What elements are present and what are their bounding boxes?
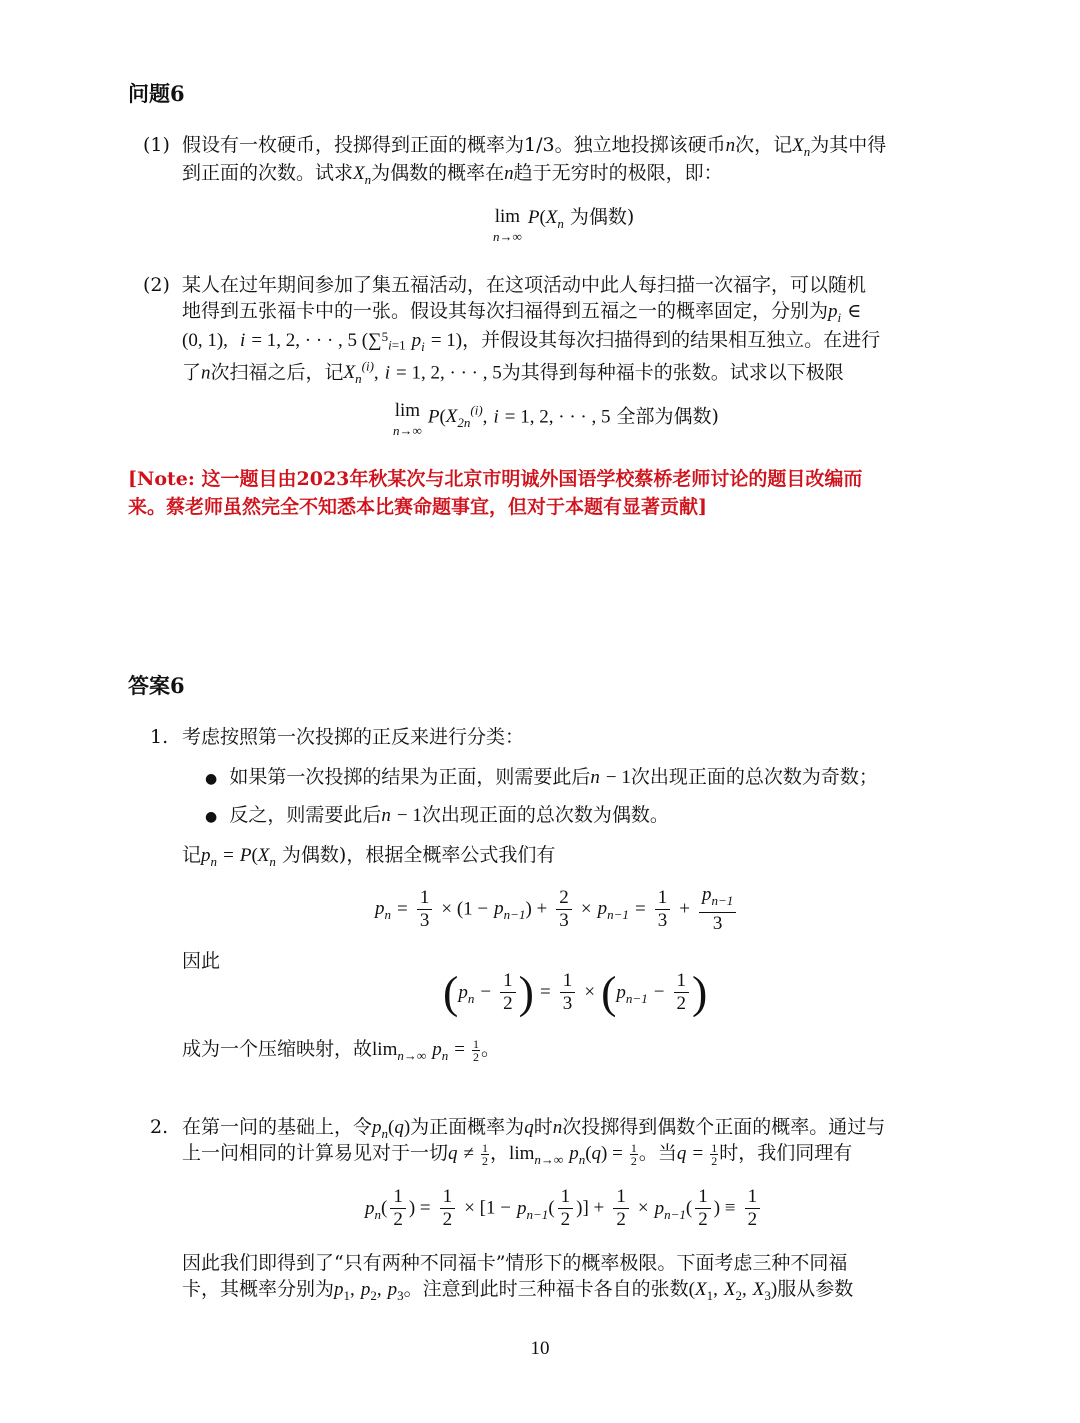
answer-item2-line4: 卡，其概率分别为$p_1$, $p_2$, $p_3$。注意到此时三种福卡各自的张数($X_1$, $X_2$, $X_3$)服从参数	[182, 1278, 854, 1303]
answer-item2-line3: 因此我们即得到了“只有两种不同福卡”情形下的概率极限。下面考虑三种不同福	[182, 1252, 848, 1274]
problem-part2-line3: (0, 1), i = 1, 2, · · · , 5 (∑$^5_{i=1}$ $p_i = 1$)，并假设其每次扫描得到的结果相互独立。在进行	[182, 329, 881, 354]
problem-part2-line4: 了n次扫福之后，记$X_n^{(i)}$, i = 1, 2, · · · , 5为其得到每种福卡的张数。试求以下极限	[182, 359, 844, 387]
page-number: 10	[530, 1338, 550, 1359]
answer-item2-formula: $p_n$( $\frac{1}{2}$ ) = $\frac{1}{2}$ × [$1 - p_{n-1}$( $\frac{1}{2}$ )] + $\frac{1}{2}$ × $p_{n-1}$( $\frac{1}{2}$ ) ≡ $\frac{1}{2}$	[365, 1186, 763, 1231]
problem-part2-number: (2)	[143, 274, 170, 296]
answer-item2-line1: 在第一问的基础上，令$p_n(q)$为正面概率为q时n次投掷得到偶数个正面的概率。通过与	[182, 1116, 886, 1141]
answer-item1-conclusion: 成为一个压缩映射，故$\lim_{n\to\infty} p_n$ = $\frac{1}{2}$ 。	[182, 1036, 501, 1064]
answer-item2-line2: 上一问相同的计算易见对于一切q ≠ $\frac{1}{2}$ ，$\lim_{n\to\infty} p_n(q)$ = $\frac{1}{2}$ 。当q = $\frac{1}{2}$ 时，我们同理有	[182, 1140, 853, 1168]
problem-part2-formula: lim n→∞ $P(X_{2n}^{(i)}$, i = 1, 2, · · · , 5 全部为偶数)	[393, 400, 719, 438]
answer-bullet2: ● 反之，则需要此后n − 1次出现正面的总次数为偶数。	[205, 804, 669, 826]
problem-part2-line1: 某人在过年期间参加了集五福活动，在这项活动中此人每扫描一次福字，可以随机	[182, 274, 867, 296]
answer-therefore: 因此	[182, 950, 221, 972]
problem-part1-number: (1)	[143, 134, 170, 156]
note-line1: [Note: 这一题目由2023年秋某次与北京市明诚外国语学校蔡桥老师讨论的题目改编而	[128, 468, 863, 490]
bullet-icon: ●	[205, 771, 218, 787]
note-line2: 来。蔡老师虽然完全不知悉本比赛命题事宜，但对于本题有显著贡献]	[128, 496, 707, 518]
problem-part1-line1: 假设有一枚硬币，投掷得到正面的概率为1/3。独立地投掷该硬币n次，记$X_n$为其中得	[182, 134, 887, 159]
answer-item1-definition: 记$p_n = P(X_n$ 为偶数)，根据全概率公式我们有	[182, 844, 556, 869]
answer-bullet1: ● 如果第一次投掷的结果为正面，则需要此后n − 1次出现正面的总次数为奇数；	[205, 766, 878, 788]
answer-item1-recurrence: $p_n$ = $\frac{1}{3}$ × $(1 - p_{n-1})$ + $\frac{2}{3}$ × $p_{n-1}$ = $\frac{1}{3}$ + $\frac{p_{n-1}}{3}$	[375, 884, 739, 935]
problem-heading: 问题6	[128, 81, 185, 106]
problem-part1-formula: lim n→∞ $P(X_n$ 为偶数)	[493, 206, 635, 244]
problem-part1-line2: 到正面的次数。试求$X_n$为偶数的概率在n趋于无穷时的极限，即：	[182, 162, 723, 187]
answer-item1-contraction: ($p_n$ − $\frac{1}{2}$ ) = $\frac{1}{3}$ × ($p_{n-1}$ − $\frac{1}{2}$ )	[443, 966, 708, 1018]
answer-item1-intro: 考虑按照第一次投掷的正反来进行分类：	[182, 726, 525, 748]
answer-item2-number: 2.	[150, 1116, 169, 1138]
answer-item1-number: 1.	[150, 726, 169, 748]
answer-heading: 答案6	[128, 673, 185, 698]
bullet-icon: ●	[205, 809, 218, 825]
problem-part2-line2: 地得到五张福卡中的一张。假设其每次扫福得到五福之一的概率固定，分别为$p_i$ ∈	[182, 300, 862, 325]
